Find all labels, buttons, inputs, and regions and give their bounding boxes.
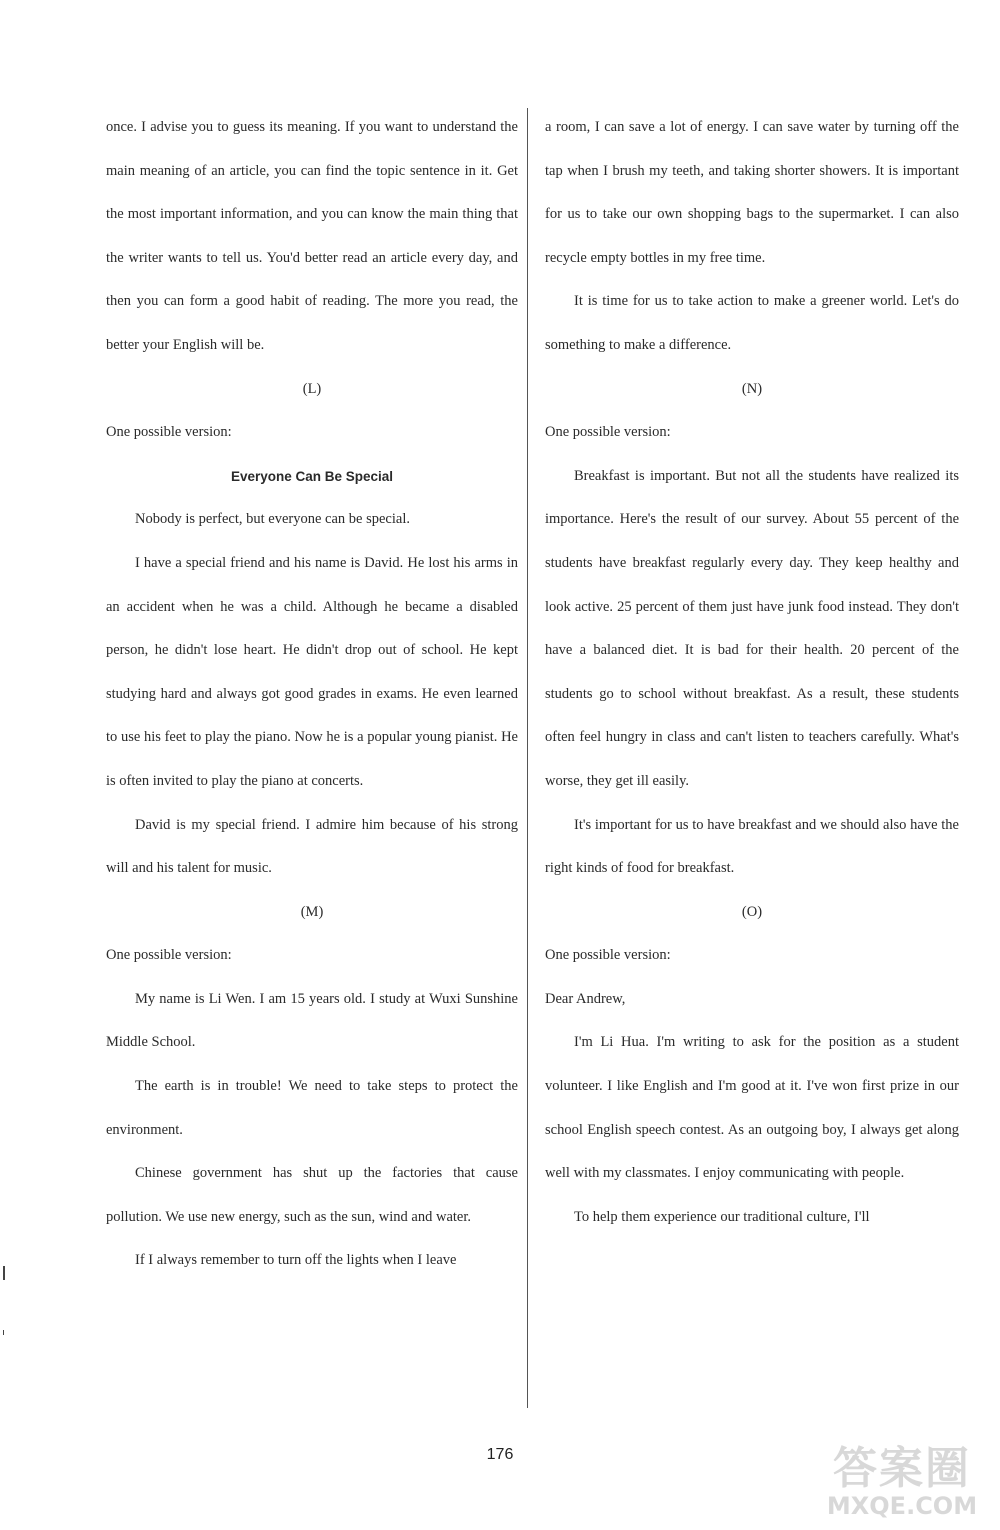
paragraph: If I always remember to turn off the lights when I leave [135, 1252, 457, 1269]
column-divider [527, 108, 528, 1408]
section-label: (L) [302, 380, 322, 397]
watermark-top-text: 答案圈 [833, 1443, 971, 1494]
paragraph: One possible version: [545, 424, 671, 441]
essay-title: Everyone Can Be Special [230, 468, 394, 484]
paragraph: The earth is in trouble! We need to take steps to protect the environment. [106, 1078, 518, 1138]
section-label: (M) [300, 903, 324, 920]
right-column [545, 106, 959, 1239]
paragraph: I'm Li Hua. I'm writing to ask for the position as a student volunteer. I like English and I'm good at it. I've won first prize in our school English speech contest. As an outgoing boy, I always get along well with my classmates. I enjoy communicating with people. [545, 1034, 959, 1182]
watermark-logo [818, 1432, 986, 1520]
paragraph: One possible version: [106, 424, 232, 441]
paragraph: It is time for us to take action to make a greener world. Let's do something to make a difference. [545, 293, 959, 353]
paragraph: I have a special friend and his name is David. He lost his arms in an accident when he was a child. Although he became a disabled person, he didn't lose heart. He didn't drop out of school. He kept studying hard and always got good grades in exams. He even learned to use his feet to play the piano. Now he is a popular young pianist. He is often invited to play the piano at concerts. [106, 554, 518, 789]
section-label: (N) [741, 380, 763, 397]
paragraph: Breakfast is important. But not all the students have realized its importance. Here's the result of our survey. About 55 percent of the students have breakfast regularly every day. They keep healthy and look active. 25 percent of them just have junk food instead. They don't have a balanced diet. It is bad for their health. 20 percent of the students go to school without breakfast. As a result, these students often feel hungry in class and can't listen to teachers carefully. What's worse, they get ill easily. [545, 467, 959, 789]
left-column [106, 106, 518, 1283]
paragraph: Dear Andrew, [545, 990, 626, 1007]
paragraph: Chinese government has shut up the factories that cause pollution. We use new energy, such as the sun, wind and water. [106, 1165, 518, 1225]
section-label: (O) [741, 903, 763, 920]
paragraph: David is my special friend. I admire him because of his strong will and his talent for music. [106, 816, 518, 877]
watermark-bottom-text: MXQE.COM [826, 1492, 978, 1520]
paragraph: One possible version: [106, 947, 232, 964]
paragraph: Nobody is perfect, but everyone can be special. [135, 511, 410, 528]
paragraph: a room, I can save a lot of energy. I can save water by turning off the tap when I brush my teeth, and taking shorter showers. It is important for us to take our own shopping bags to the supermarket. I can also recycle empty bottles in my free time. [545, 119, 959, 266]
page-number: 176 [486, 1446, 514, 1463]
paragraph: It's important for us to have breakfast and we should also have the right kinds of food for breakfast. [545, 816, 959, 877]
paragraph: My name is Li Wen. I am 15 years old. I study at Wuxi Sunshine Middle School. [106, 990, 518, 1051]
paragraph: once. I advise you to guess its meaning. If you want to understand the main meaning of an article, you can find the topic sentence in it. Get the most important information, and you can know the main thing that the writer wants to tell us. You'd better read an article every day, and then you can form a good habit of reading. The more you read, the better your English will be. [106, 119, 518, 353]
paragraph: One possible version: [545, 947, 671, 964]
paragraph: To help them experience our traditional culture, I'll [574, 1208, 870, 1225]
